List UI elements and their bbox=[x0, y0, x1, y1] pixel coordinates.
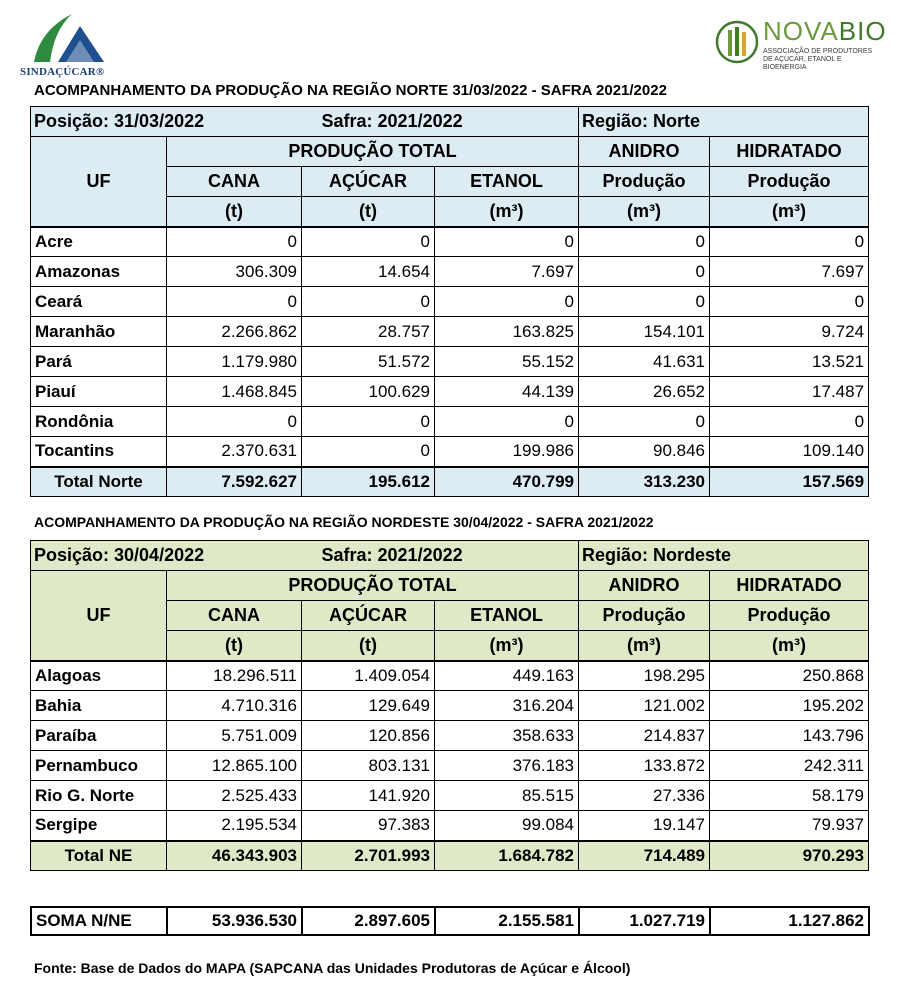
novabio-logo bbox=[715, 14, 885, 74]
cell-cana: 2.525.433 bbox=[167, 781, 302, 811]
table-row bbox=[31, 437, 869, 467]
nordeste-total-row bbox=[31, 841, 869, 871]
novabio-logo-subtitle: ASSOCIAÇÃO DE PRODUTORES DE AÇÚCAR, ETANOL E BIOENERGIA bbox=[763, 48, 873, 71]
nordeste-col-cana: CANA bbox=[167, 601, 302, 631]
table-row bbox=[31, 811, 869, 841]
norte-header-row-1 bbox=[31, 137, 869, 167]
cell-hidratado: 17.487 bbox=[710, 377, 869, 407]
cell-acucar: 97.383 bbox=[302, 811, 435, 841]
norte-uf-piaui: Piauí bbox=[31, 377, 167, 407]
table-row bbox=[31, 257, 869, 287]
cell-anidro: 27.336 bbox=[579, 781, 710, 811]
nordeste-col-anidro: ANIDRO bbox=[579, 571, 710, 601]
cell-etanol: 0 bbox=[435, 227, 579, 257]
total-cana: 46.343.903 bbox=[167, 841, 302, 871]
cell-etanol: 376.183 bbox=[435, 751, 579, 781]
cell-hidratado: 58.179 bbox=[710, 781, 869, 811]
nordeste-total-label: Total NE bbox=[31, 841, 167, 871]
norte-total-row bbox=[31, 467, 869, 497]
cell-anidro: 214.837 bbox=[579, 721, 710, 751]
cell-cana: 5.751.009 bbox=[167, 721, 302, 751]
norte-uf-tocantins: Tocantins bbox=[31, 437, 167, 467]
cell-acucar: 0 bbox=[302, 227, 435, 257]
total-acucar: 2.701.993 bbox=[302, 841, 435, 871]
norte-uf-acre: Acre bbox=[31, 227, 167, 257]
novabio-leaf-icon bbox=[715, 20, 759, 64]
cell-etanol: 99.084 bbox=[435, 811, 579, 841]
nordeste-title: ACOMPANHAMENTO DA PRODUÇÃO NA REGIÃO NORDESTE 30/04/2022 - SAFRA 2021/2022 bbox=[34, 514, 654, 530]
nordeste-header-row-1 bbox=[31, 571, 869, 601]
cell-acucar: 28.757 bbox=[302, 317, 435, 347]
cell-hidratado: 7.697 bbox=[710, 257, 869, 287]
cell-etanol: 358.633 bbox=[435, 721, 579, 751]
nordeste-col-uf: UF bbox=[31, 571, 167, 661]
sindacucar-logo-icon bbox=[20, 8, 120, 66]
nordeste-uf-rio-g-norte: Rio G. Norte bbox=[31, 781, 167, 811]
cell-cana: 2.370.631 bbox=[167, 437, 302, 467]
cell-etanol: 316.204 bbox=[435, 691, 579, 721]
total-anidro: 313.230 bbox=[579, 467, 710, 497]
norte-uf-maranhao: Maranhão bbox=[31, 317, 167, 347]
total-hidratado: 970.293 bbox=[710, 841, 869, 871]
total-cana: 7.592.627 bbox=[167, 467, 302, 497]
cell-cana: 2.195.534 bbox=[167, 811, 302, 841]
cell-anidro: 133.872 bbox=[579, 751, 710, 781]
cell-cana: 2.266.862 bbox=[167, 317, 302, 347]
norte-uf-rondonia: Rondônia bbox=[31, 407, 167, 437]
sindacucar-logo bbox=[20, 8, 120, 80]
soma-label: SOMA N/NE bbox=[31, 907, 167, 935]
cell-cana: 18.296.511 bbox=[167, 661, 302, 691]
norte-uf-ceara: Ceará bbox=[31, 287, 167, 317]
table-row bbox=[31, 781, 869, 811]
norte-position-row bbox=[31, 107, 869, 137]
cell-acucar: 803.131 bbox=[302, 751, 435, 781]
soma-hidratado: 1.127.862 bbox=[710, 907, 869, 935]
norte-col-uf: UF bbox=[31, 137, 167, 227]
cell-anidro: 154.101 bbox=[579, 317, 710, 347]
nordeste-posicao: Posição: 30/04/2022 bbox=[31, 541, 302, 571]
norte-col-anidro: ANIDRO bbox=[579, 137, 710, 167]
norte-regiao: Região: Norte bbox=[579, 107, 869, 137]
norte-unit-acucar: (t) bbox=[302, 197, 435, 227]
soma-cana: 53.936.530 bbox=[167, 907, 302, 935]
cell-acucar: 51.572 bbox=[302, 347, 435, 377]
nordeste-unit-etanol: (m³) bbox=[435, 631, 579, 661]
norte-title: ACOMPANHAMENTO DA PRODUÇÃO NA REGIÃO NORTE 31/03/2022 - SAFRA 2021/2022 bbox=[34, 82, 667, 99]
cell-acucar: 129.649 bbox=[302, 691, 435, 721]
nordeste-col-etanol: ETANOL bbox=[435, 601, 579, 631]
cell-anidro: 198.295 bbox=[579, 661, 710, 691]
source-note: Fonte: Base de Dados do MAPA (SAPCANA das Unidades Produtoras de Açúcar e Álcool) bbox=[34, 960, 631, 976]
cell-hidratado: 9.724 bbox=[710, 317, 869, 347]
cell-etanol: 44.139 bbox=[435, 377, 579, 407]
cell-hidratado: 79.937 bbox=[710, 811, 869, 841]
cell-acucar: 141.920 bbox=[302, 781, 435, 811]
nordeste-safra: Safra: 2021/2022 bbox=[302, 541, 579, 571]
table-row bbox=[31, 661, 869, 691]
cell-hidratado: 109.140 bbox=[710, 437, 869, 467]
total-etanol: 470.799 bbox=[435, 467, 579, 497]
total-anidro: 714.489 bbox=[579, 841, 710, 871]
soma-etanol: 2.155.581 bbox=[435, 907, 579, 935]
cell-hidratado: 0 bbox=[710, 287, 869, 317]
norte-col-anidro-producao: Produção bbox=[579, 167, 710, 197]
cell-etanol: 55.152 bbox=[435, 347, 579, 377]
cell-etanol: 85.515 bbox=[435, 781, 579, 811]
cell-etanol: 0 bbox=[435, 407, 579, 437]
cell-anidro: 26.652 bbox=[579, 377, 710, 407]
soma-table bbox=[30, 906, 870, 936]
table-row bbox=[31, 691, 869, 721]
table-row bbox=[31, 287, 869, 317]
table-row bbox=[31, 751, 869, 781]
cell-etanol: 163.825 bbox=[435, 317, 579, 347]
soma-row bbox=[31, 907, 869, 935]
cell-etanol: 199.986 bbox=[435, 437, 579, 467]
nordeste-uf-alagoas: Alagoas bbox=[31, 661, 167, 691]
nordeste-unit-hidratado: (m³) bbox=[710, 631, 869, 661]
table-row bbox=[31, 377, 869, 407]
novabio-name-a: NOVA bbox=[763, 16, 839, 46]
norte-col-hidratado-producao: Produção bbox=[710, 167, 869, 197]
cell-anidro: 19.147 bbox=[579, 811, 710, 841]
norte-col-hidratado: HIDRATADO bbox=[710, 137, 869, 167]
cell-acucar: 120.856 bbox=[302, 721, 435, 751]
norte-total-label: Total Norte bbox=[31, 467, 167, 497]
nordeste-regiao: Região: Nordeste bbox=[579, 541, 869, 571]
norte-unit-hidratado: (m³) bbox=[710, 197, 869, 227]
norte-unit-etanol: (m³) bbox=[435, 197, 579, 227]
cell-cana: 306.309 bbox=[167, 257, 302, 287]
table-row bbox=[31, 347, 869, 377]
table-row bbox=[31, 317, 869, 347]
cell-hidratado: 143.796 bbox=[710, 721, 869, 751]
cell-anidro: 0 bbox=[579, 407, 710, 437]
norte-col-cana: CANA bbox=[167, 167, 302, 197]
nordeste-col-producao-total: PRODUÇÃO TOTAL bbox=[167, 571, 579, 601]
cell-hidratado: 0 bbox=[710, 407, 869, 437]
norte-unit-anidro: (m³) bbox=[579, 197, 710, 227]
table-row bbox=[31, 227, 869, 257]
cell-etanol: 7.697 bbox=[435, 257, 579, 287]
nordeste-table bbox=[30, 540, 869, 871]
cell-etanol: 449.163 bbox=[435, 661, 579, 691]
total-etanol: 1.684.782 bbox=[435, 841, 579, 871]
cell-etanol: 0 bbox=[435, 287, 579, 317]
novabio-name-b: BIO bbox=[838, 16, 887, 46]
cell-acucar: 0 bbox=[302, 407, 435, 437]
cell-hidratado: 195.202 bbox=[710, 691, 869, 721]
norte-col-producao-total: PRODUÇÃO TOTAL bbox=[167, 137, 579, 167]
norte-col-acucar: AÇÚCAR bbox=[302, 167, 435, 197]
total-acucar: 195.612 bbox=[302, 467, 435, 497]
norte-unit-cana: (t) bbox=[167, 197, 302, 227]
soma-anidro: 1.027.719 bbox=[579, 907, 710, 935]
nordeste-uf-sergipe: Sergipe bbox=[31, 811, 167, 841]
nordeste-uf-bahia: Bahia bbox=[31, 691, 167, 721]
nordeste-unit-anidro: (m³) bbox=[579, 631, 710, 661]
cell-hidratado: 13.521 bbox=[710, 347, 869, 377]
nordeste-uf-pernambuco: Pernambuco bbox=[31, 751, 167, 781]
total-hidratado: 157.569 bbox=[710, 467, 869, 497]
nordeste-col-hidratado-producao: Produção bbox=[710, 601, 869, 631]
nordeste-col-anidro-producao: Produção bbox=[579, 601, 710, 631]
cell-cana: 1.468.845 bbox=[167, 377, 302, 407]
cell-anidro: 0 bbox=[579, 257, 710, 287]
table-row bbox=[31, 721, 869, 751]
norte-col-etanol: ETANOL bbox=[435, 167, 579, 197]
cell-acucar: 0 bbox=[302, 437, 435, 467]
cell-hidratado: 242.311 bbox=[710, 751, 869, 781]
cell-anidro: 0 bbox=[579, 227, 710, 257]
cell-anidro: 90.846 bbox=[579, 437, 710, 467]
cell-cana: 0 bbox=[167, 227, 302, 257]
nordeste-uf-paraiba: Paraíba bbox=[31, 721, 167, 751]
cell-cana: 1.179.980 bbox=[167, 347, 302, 377]
cell-anidro: 121.002 bbox=[579, 691, 710, 721]
norte-safra: Safra: 2021/2022 bbox=[302, 107, 579, 137]
norte-posicao: Posição: 31/03/2022 bbox=[31, 107, 302, 137]
novabio-logo-name bbox=[763, 16, 887, 47]
cell-acucar: 1.409.054 bbox=[302, 661, 435, 691]
nordeste-unit-cana: (t) bbox=[167, 631, 302, 661]
soma-acucar: 2.897.605 bbox=[302, 907, 435, 935]
cell-anidro: 41.631 bbox=[579, 347, 710, 377]
cell-cana: 0 bbox=[167, 287, 302, 317]
cell-hidratado: 0 bbox=[710, 227, 869, 257]
nordeste-unit-acucar: (t) bbox=[302, 631, 435, 661]
cell-cana: 0 bbox=[167, 407, 302, 437]
cell-anidro: 0 bbox=[579, 287, 710, 317]
cell-cana: 4.710.316 bbox=[167, 691, 302, 721]
cell-hidratado: 250.868 bbox=[710, 661, 869, 691]
nordeste-col-acucar: AÇÚCAR bbox=[302, 601, 435, 631]
norte-table bbox=[30, 106, 869, 497]
cell-cana: 12.865.100 bbox=[167, 751, 302, 781]
table-row bbox=[31, 407, 869, 437]
norte-uf-amazonas: Amazonas bbox=[31, 257, 167, 287]
cell-acucar: 0 bbox=[302, 287, 435, 317]
nordeste-col-hidratado: HIDRATADO bbox=[710, 571, 869, 601]
cell-acucar: 100.629 bbox=[302, 377, 435, 407]
norte-uf-para: Pará bbox=[31, 347, 167, 377]
cell-acucar: 14.654 bbox=[302, 257, 435, 287]
nordeste-position-row bbox=[31, 541, 869, 571]
sindacucar-logo-text: SINDAÇÚCAR® bbox=[20, 66, 105, 78]
